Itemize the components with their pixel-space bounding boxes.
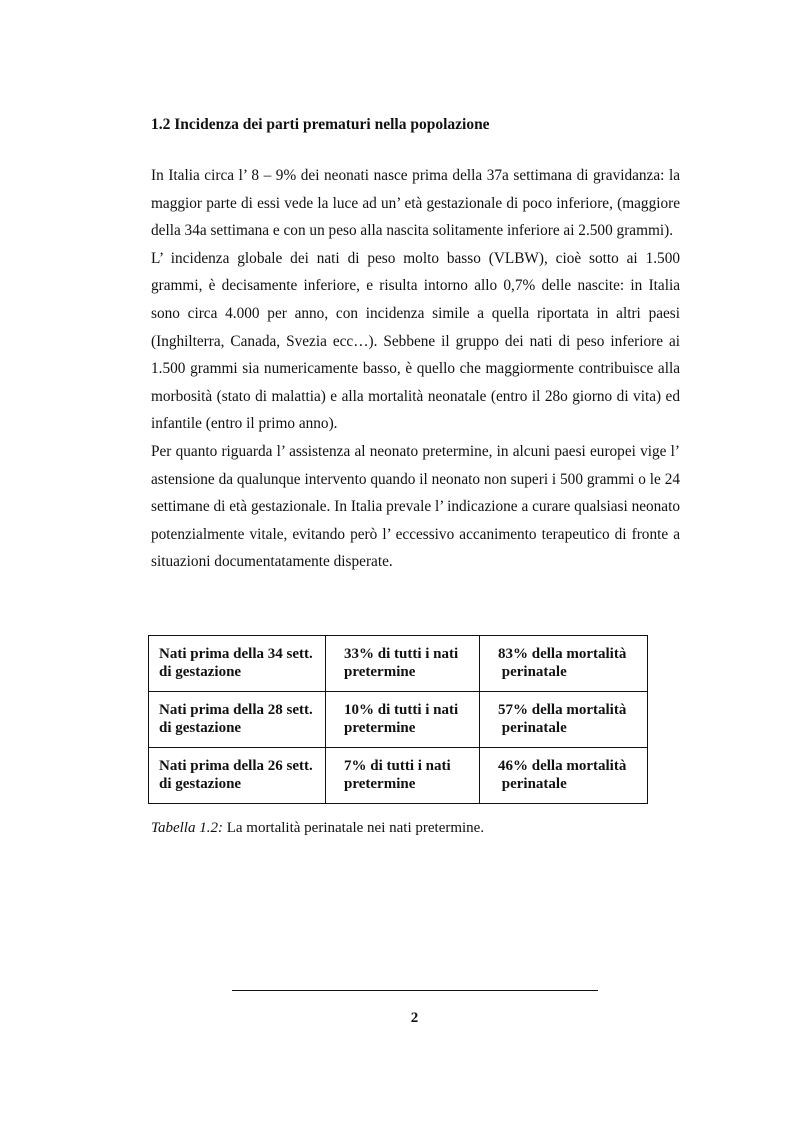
paragraph: L’ incidenza globale dei nati di peso molto basso (VLBW), cioè sotto ai 1.500 grammi, è decisamente inferiore, e risulta intorno allo 0,7% delle nascite: in Italia sono circa 4.000 per anno, con incidenza simile a quella riportata in altri paesi (Inghilterra, Canada, Svezia ecc…). Sebbene il gruppo dei nati di peso inferiore ai 1.500 grammi sia numericamente basso, è quello che maggiormente contribuisce alla morbosità (stato di malattia) e alla mortalità neonatale (entro il 28o giorno di vita) ed infantile (entro il primo anno). bbox=[151, 249, 680, 433]
table-cell bbox=[326, 748, 480, 804]
paragraph: Per quanto riguarda l’ assistenza al neonato pretermine, in alcuni paesi europei vige l’ astensione da qualunque intervento quando il neonato non superi i 500 grammi o le 24 settimane di età gestazionale. In Italia prevale l’ indicazione a curare qualsiasi neonato potenzialmente vitale, evitando però l’ eccessivo accanimento terapeutico di fronte a situazioni documentatamente disperate. bbox=[151, 442, 680, 571]
mortality-table bbox=[148, 635, 648, 804]
cell-line: perinatale bbox=[501, 720, 567, 736]
cell-line: Nati prima della 26 sett. bbox=[159, 758, 313, 774]
cell-line: di gestazione bbox=[159, 720, 242, 736]
cell-line: di gestazione bbox=[159, 776, 242, 792]
cell-line: Nati prima della 34 sett. bbox=[159, 646, 313, 662]
table-cell bbox=[480, 748, 648, 804]
table-cell bbox=[149, 636, 326, 692]
table-cell bbox=[480, 692, 648, 748]
paragraph: In Italia circa l’ 8 – 9% dei neonati nasce prima della 37a settimana di gravidanza: la maggior parte di essi vede la luce ad un’ età gestazionale di poco inferiore, (maggiore della 34a settimana e con un peso alla nascita solitamente inferiore ai 2.500 grammi). bbox=[151, 167, 680, 240]
footer-divider bbox=[232, 990, 598, 991]
page-number: 2 bbox=[410, 1010, 419, 1026]
table-cell bbox=[480, 636, 648, 692]
table-cell bbox=[326, 636, 480, 692]
table-row bbox=[149, 636, 648, 692]
cell-line: 83% della mortalità bbox=[498, 646, 627, 662]
cell-line: pretermine bbox=[344, 664, 416, 680]
table-cell bbox=[326, 692, 480, 748]
section-heading: 1.2 Incidenza dei parti prematuri nella popolazione bbox=[151, 116, 490, 133]
cell-line: 57% della mortalità bbox=[498, 702, 627, 718]
cell-line: 7% di tutti i nati bbox=[344, 758, 451, 774]
cell-line: Nati prima della 28 sett. bbox=[159, 702, 313, 718]
table-row bbox=[149, 748, 648, 804]
table-caption bbox=[151, 820, 484, 837]
cell-line: 33% di tutti i nati bbox=[344, 646, 459, 662]
body-text bbox=[151, 162, 680, 576]
table-row bbox=[149, 692, 648, 748]
table-cell bbox=[149, 692, 326, 748]
cell-line: pretermine bbox=[344, 720, 416, 736]
caption-label: Tabella 1.2: bbox=[151, 820, 223, 836]
cell-line: pretermine bbox=[344, 776, 416, 792]
cell-line: di gestazione bbox=[159, 664, 242, 680]
caption-text: La mortalità perinatale nei nati pretermine. bbox=[222, 820, 485, 836]
cell-line: 10% di tutti i nati bbox=[344, 702, 459, 718]
cell-line: perinatale bbox=[501, 664, 567, 680]
cell-line: 46% della mortalità bbox=[498, 758, 627, 774]
cell-line: perinatale bbox=[501, 776, 567, 792]
table-cell bbox=[149, 748, 326, 804]
